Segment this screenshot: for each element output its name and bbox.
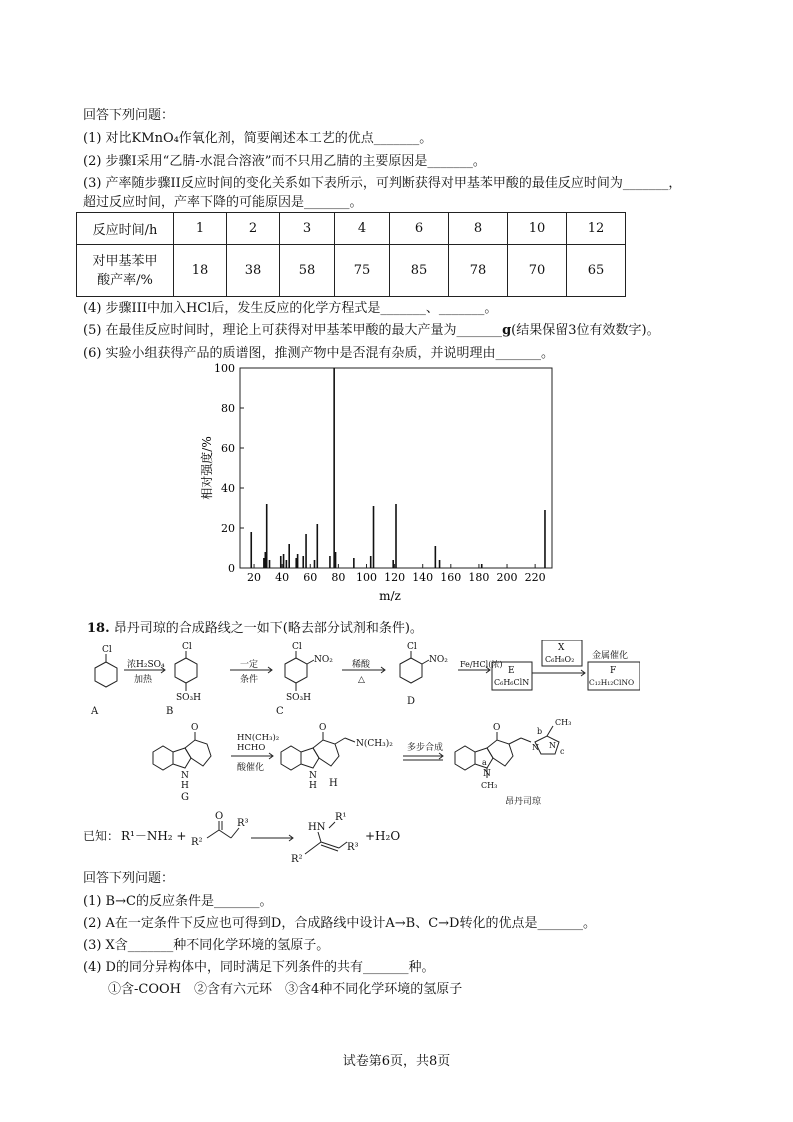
- x-tick-label: 220: [524, 571, 546, 584]
- label-NH: N: [181, 771, 189, 781]
- q17-part5: [83, 322, 660, 340]
- label-NH-H: H: [309, 781, 317, 791]
- table-header-yield: [77, 245, 174, 297]
- reagent-h2so4: 浓H₂SO₄: [127, 660, 165, 670]
- known-r3: R³: [237, 818, 249, 829]
- benzene-ring-C: [285, 658, 307, 683]
- table-cell: 58: [280, 245, 335, 297]
- table-cell: 3: [280, 213, 335, 245]
- y-tick-label: 80: [221, 402, 235, 415]
- table-cell: 18: [174, 245, 227, 297]
- reagent-fe-hcl: Fe/HCl(浓): [460, 660, 503, 669]
- known-O: O: [215, 811, 224, 822]
- q18-title: [87, 620, 423, 638]
- compound-G: G: [181, 792, 189, 803]
- reagent-delta: △: [358, 675, 365, 685]
- q17-part5-unit: g: [502, 323, 512, 338]
- y-tick-label: 20: [221, 522, 235, 535]
- label-Cl: Cl: [407, 642, 417, 652]
- q18-part3: (3) X含_______种不同化学环境的氢原子。: [83, 938, 330, 953]
- label-N-imidazole: N: [532, 743, 539, 752]
- x-tick-label: 100: [355, 571, 377, 584]
- label-NO2: NO₂: [429, 655, 448, 665]
- ring-H-pyrrole: [301, 748, 319, 768]
- known-amine: R¹－NH₂ +: [121, 829, 187, 843]
- label-Cl: Cl: [182, 642, 192, 652]
- y-axis-label: 相对强度/%: [200, 436, 214, 500]
- table-cell: 6: [390, 213, 449, 245]
- reagent-condition2: 条件: [240, 675, 259, 685]
- table-cell: 78: [449, 245, 508, 297]
- table-cell: 2: [227, 213, 280, 245]
- q17-part6: (6) 实验小组获得产品的质谱图，推测产物中是否混有杂质，并说明理由_______。: [83, 346, 555, 361]
- q17-part2: (2) 步骤I采用“乙腈-水混合溶液”而不只用乙腈的主要原因是_______。: [83, 154, 486, 169]
- q18-part1: (1) B→C的反应条件是_______。: [83, 894, 273, 909]
- table-header-time: 反应时间/h: [77, 213, 174, 245]
- compound-C: C: [276, 706, 284, 717]
- reagent-acid-catalyst: 酸催化: [237, 763, 265, 773]
- ring-product-benzene: [455, 746, 475, 770]
- label-N-product: N: [483, 769, 491, 779]
- ring-G-pyrrole: [173, 748, 191, 768]
- table-header-yield-line2: 酸产率/%: [97, 272, 153, 288]
- q17-part5-note: (结果保留3位有效数字)。: [511, 323, 660, 338]
- reagent-hcho: HCHO: [237, 743, 266, 753]
- reagent-heat: 加热: [134, 675, 153, 685]
- label-SO3H: SO₃H: [286, 693, 312, 703]
- y-tick-label: 0: [228, 562, 235, 575]
- q18-part4: (4) D的同分异构体中，同时满足下列条件的共有_______种。: [83, 960, 435, 975]
- reagent-condition: 一定: [240, 660, 259, 670]
- y-tick-label: 40: [221, 482, 235, 495]
- label-ketone-O: O: [493, 723, 501, 733]
- label-X: X: [558, 643, 565, 653]
- compound-H: H: [329, 778, 338, 789]
- known-reaction: [83, 810, 503, 870]
- label-ketone-O: O: [319, 723, 327, 733]
- compound-B: B: [166, 706, 174, 717]
- q17-part3: (3) 产率随步骤II反应时间的变化关系如下表所示，可判断获得对甲基苯甲酸的最佳反应时间为_______，: [83, 176, 682, 191]
- q17-part5-text: (5) 在最佳反应时间时，理论上可获得对甲基苯甲酸的最大产量为_______: [83, 323, 503, 338]
- formula-E: C₆H₆ClN: [494, 678, 530, 687]
- table-cell: 12: [567, 213, 626, 245]
- q17-part3-cont: 超过反应时间，产率下降的可能原因是_______。: [83, 195, 363, 210]
- x-tick-label: 120: [384, 571, 406, 584]
- x-tick-label: 80: [331, 571, 346, 584]
- label-NH-H: H: [181, 781, 189, 791]
- formula-F: C₁₂H₁₂ClNO: [589, 678, 635, 687]
- table-cell: 75: [335, 245, 390, 297]
- label-Cl: Cl: [292, 642, 302, 652]
- known-prefix: 已知：: [83, 829, 120, 843]
- label-b: b: [537, 727, 543, 736]
- label-NH: N: [309, 771, 317, 781]
- label-SO3H: SO₃H: [176, 693, 202, 703]
- known-r2: R²: [191, 837, 203, 848]
- q18-intro: 回答下列问题：: [83, 871, 175, 886]
- known-HN: HN: [308, 822, 326, 833]
- label-c: c: [560, 747, 565, 756]
- label-ketone-O: O: [191, 723, 199, 733]
- mass-spectrum-chart: [195, 360, 565, 605]
- x-tick-label: 200: [496, 571, 518, 584]
- q18-number: 18.: [87, 621, 110, 636]
- product-name: 昂丹司琼: [505, 797, 542, 807]
- q18-part2: (2) A在一定条件下反应也可得到D，合成路线中设计A→B、C→D转化的优点是_______。: [83, 916, 596, 931]
- x-tick-label: 140: [412, 571, 434, 584]
- x-axis-label: m/z: [379, 589, 401, 603]
- label-a: a: [482, 758, 487, 767]
- table-cell: 4: [335, 213, 390, 245]
- reagent-metal-catalyst: 金属催化: [592, 651, 629, 661]
- q18-title-text: 昂丹司琼的合成路线之一如下(略去部分试剂和条件)。: [113, 621, 423, 636]
- compound-A: A: [91, 706, 99, 717]
- table-cell: 8: [449, 213, 508, 245]
- q17-intro: 回答下列问题：: [83, 108, 175, 123]
- table-header-yield-line1: 对甲基苯甲: [92, 253, 158, 269]
- label-NMe2: N(CH₃)₂: [356, 739, 393, 749]
- table-cell: 1: [174, 213, 227, 245]
- table-cell: 65: [567, 245, 626, 297]
- synthesis-scheme-row2: [145, 712, 605, 812]
- known-r1: R¹: [335, 812, 347, 823]
- reagent-dilute-acid: 稀酸: [352, 660, 371, 670]
- label-CH3: CH₃: [481, 781, 498, 790]
- synthesis-scheme-row1: [80, 640, 640, 720]
- known-r2-product: R²: [291, 854, 303, 865]
- benzene-ring-B: [175, 658, 197, 683]
- known-water: +H₂O: [365, 829, 401, 843]
- page-footer: 试卷第6页，共8页: [342, 1054, 451, 1069]
- y-tick-label: 100: [214, 362, 235, 375]
- label-N-imidazole: N: [549, 741, 556, 750]
- x-tick-label: 60: [303, 571, 318, 584]
- table-cell: 10: [508, 213, 567, 245]
- reagent-dimethylamine: HN(CH₃)₂: [237, 733, 280, 743]
- table-cell: 70: [508, 245, 567, 297]
- known-r3-product: R³: [347, 842, 359, 853]
- q18-conditions: ①含-COOH ②含有六元环 ③含4种不同化学环境的氢原子: [108, 982, 463, 997]
- table-cell: 38: [227, 245, 280, 297]
- yield-table: [76, 212, 626, 297]
- reagent-multistep: 多步合成: [407, 743, 444, 753]
- label-F: F: [610, 666, 617, 676]
- ring-H-benzene: [281, 746, 301, 770]
- x-tick-label: 20: [247, 571, 262, 584]
- ring-G-benzene: [153, 746, 173, 770]
- x-tick-label: 40: [275, 571, 290, 584]
- table-cell: 85: [390, 245, 449, 297]
- x-tick-label: 180: [468, 571, 490, 584]
- y-tick-label: 60: [221, 442, 235, 455]
- benzene-ring-D: [400, 658, 422, 683]
- compound-D: D: [407, 696, 416, 707]
- label-Cl: Cl: [102, 645, 112, 655]
- label-CH3: CH₃: [555, 718, 572, 727]
- q17-part4: (4) 步骤III中加入HCl后，发生反应的化学方程式是_______、_______。: [83, 301, 498, 316]
- formula-X: C₆H₈O₂: [545, 655, 575, 664]
- label-NO2: NO₂: [314, 655, 333, 665]
- label-E: E: [508, 666, 515, 676]
- q17-part1: (1) 对比KMnO₄作氧化剂，简要阐述本工艺的优点_______。: [83, 131, 433, 146]
- x-tick-label: 160: [440, 571, 462, 584]
- benzene-ring-A: [95, 662, 117, 687]
